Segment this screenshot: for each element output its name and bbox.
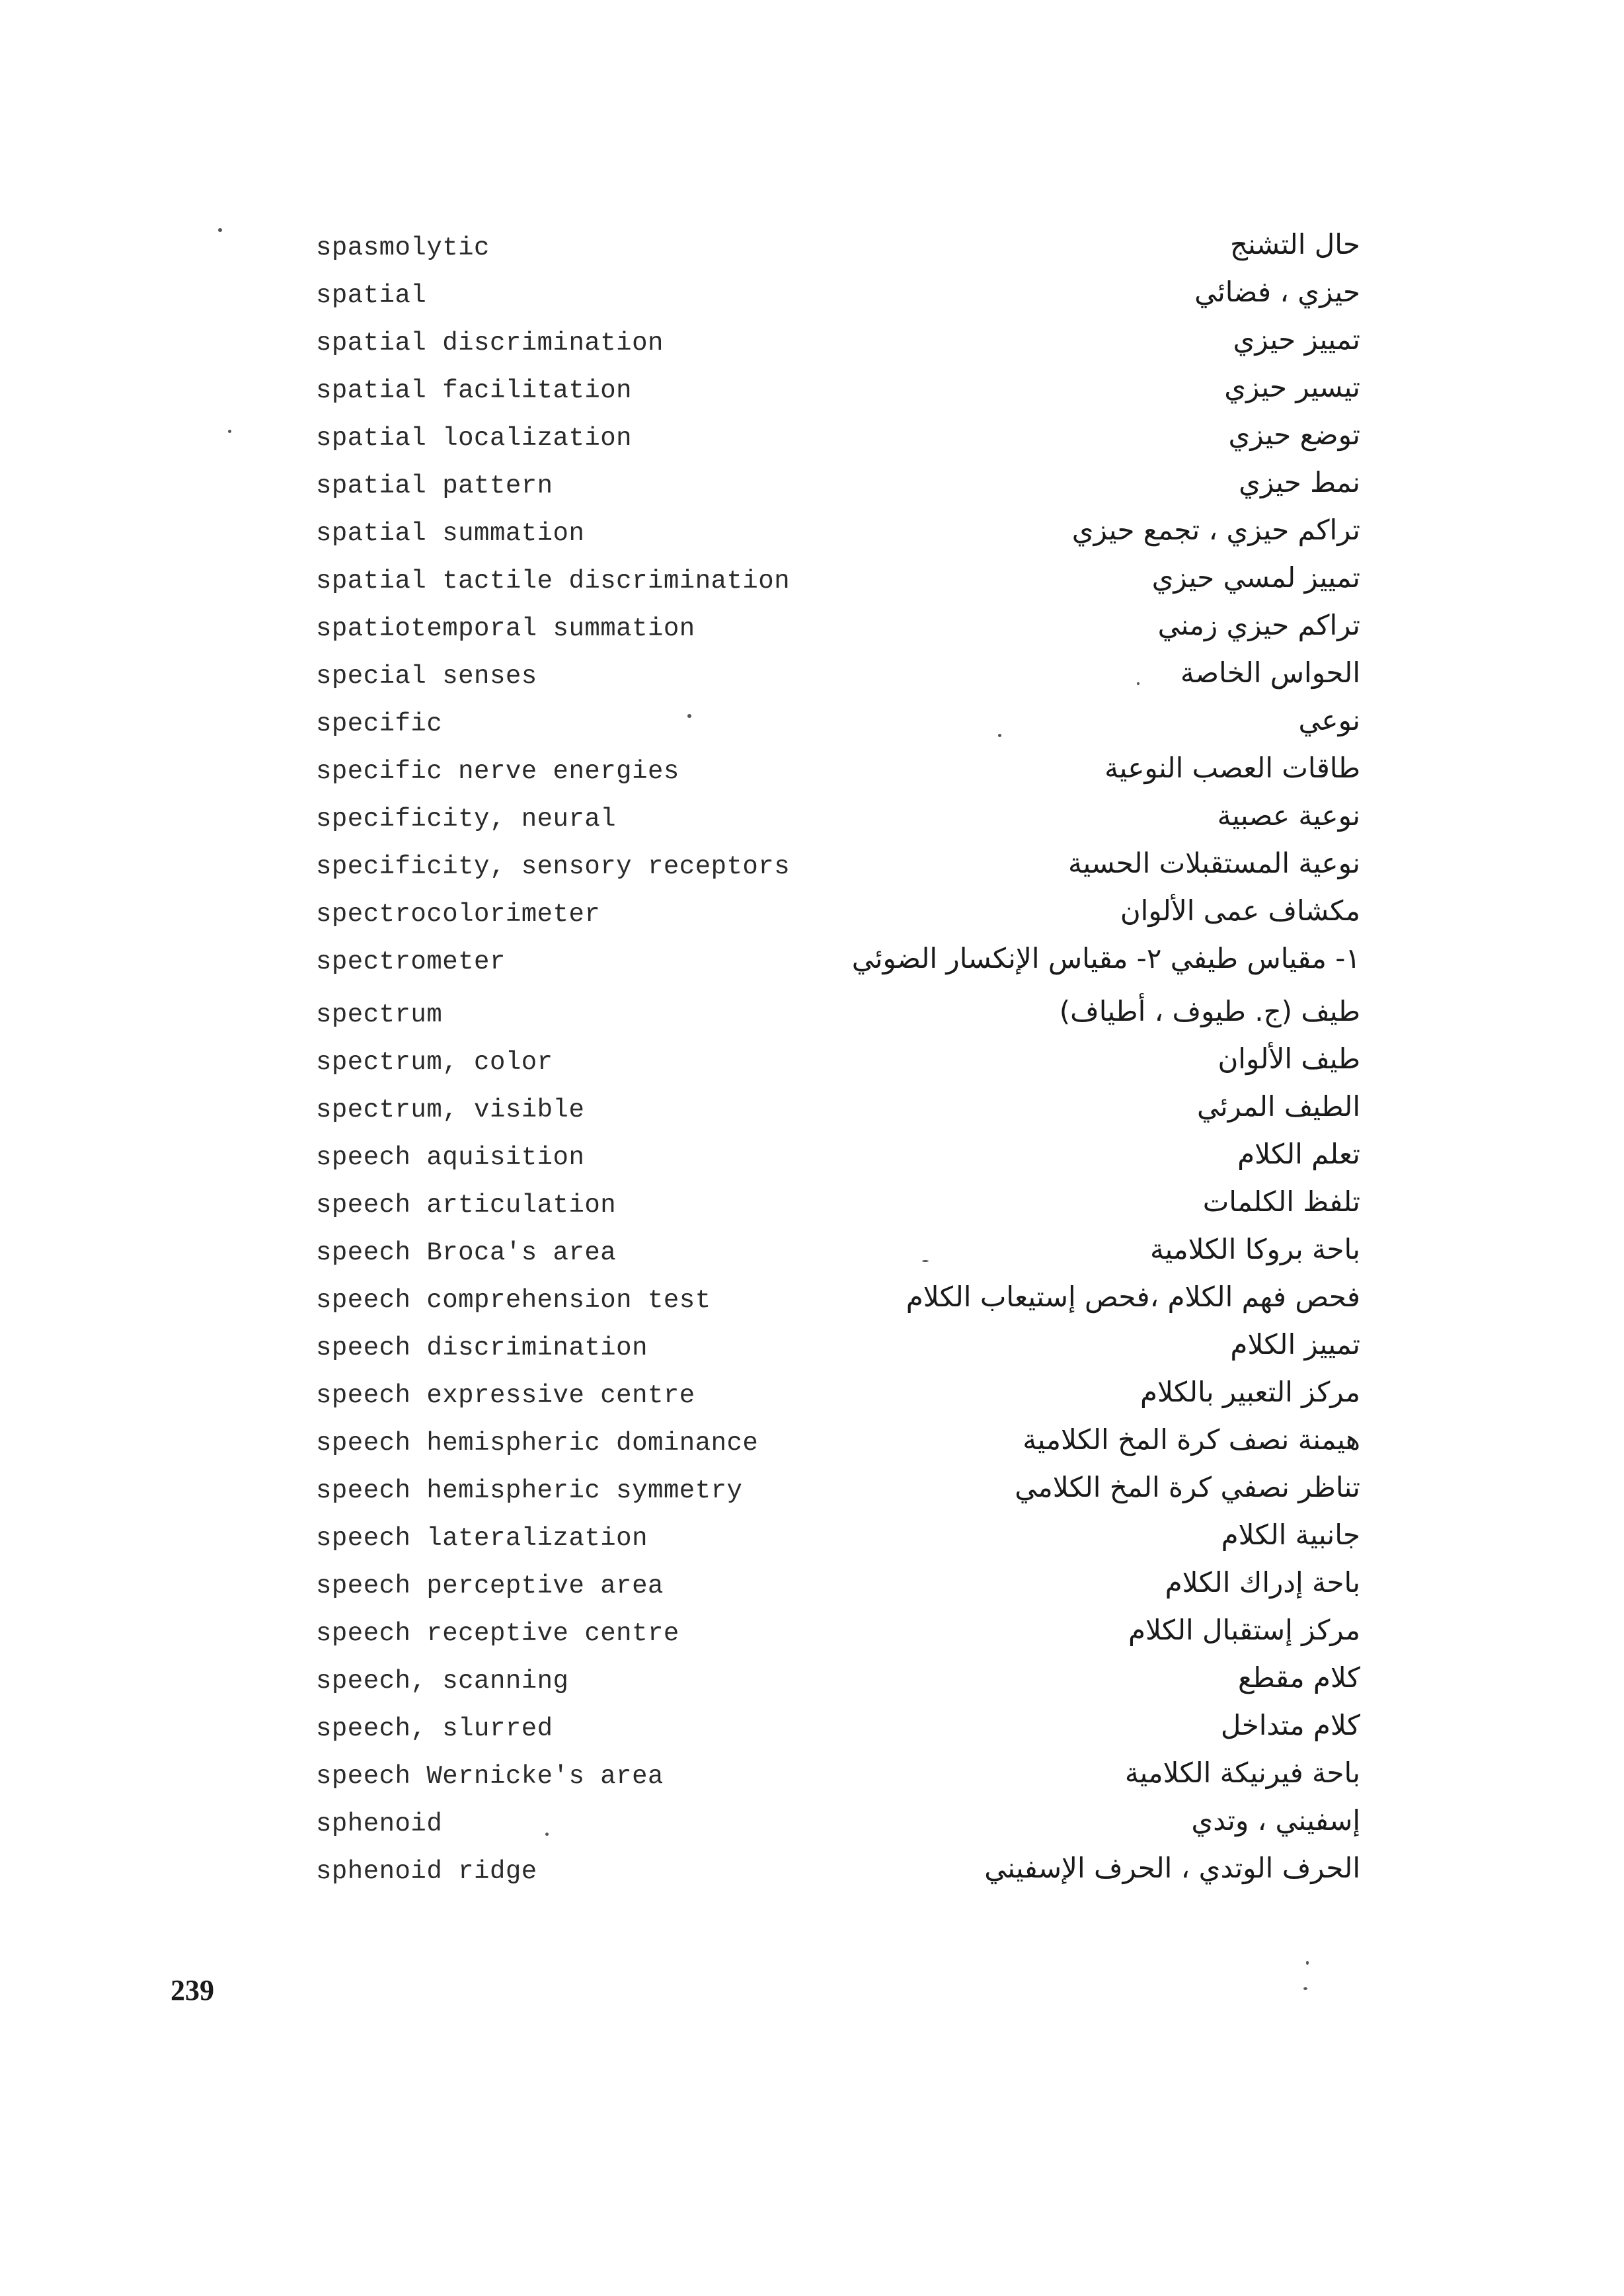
- glossary-entry: [316, 1614, 1360, 1661]
- arabic-translation: تراكم حيزي زمني: [1157, 609, 1360, 641]
- glossary-entry: [316, 323, 1360, 371]
- english-term: speech hemispheric dominance: [316, 1429, 759, 1458]
- scan-speck: [998, 734, 1001, 737]
- arabic-translation: تيسير حيزي: [1224, 371, 1360, 403]
- glossary-entry: [316, 418, 1360, 466]
- english-term: sphenoid: [316, 1809, 443, 1839]
- glossary-entry: [316, 1328, 1360, 1376]
- english-term: spatial discrimination: [316, 329, 664, 358]
- scan-speck: [922, 1260, 929, 1262]
- arabic-translation: الطيف المرئي: [1196, 1090, 1360, 1123]
- english-term: spatial tactile discrimination: [316, 567, 791, 596]
- glossary-entry: [316, 942, 1360, 995]
- glossary-entry: [316, 228, 1360, 276]
- arabic-translation: جانبية الكلام: [1221, 1519, 1360, 1551]
- english-term: spatiotemporal summation: [316, 614, 695, 643]
- glossary-entry: [316, 1709, 1360, 1757]
- glossary-entry: [316, 1661, 1360, 1709]
- english-term: spasmolytic: [316, 233, 490, 262]
- arabic-translation: نمط حيزي: [1239, 466, 1360, 498]
- glossary-entry: [316, 1852, 1360, 1899]
- glossary-list: [316, 228, 1360, 1899]
- arabic-translation: حال التشنج: [1229, 228, 1360, 260]
- arabic-translation: تراكم حيزي ، تجمع حيزي: [1071, 514, 1360, 546]
- scan-speck: [545, 1833, 549, 1836]
- glossary-entry: [316, 1281, 1360, 1328]
- scan-speck: [1137, 682, 1140, 685]
- english-term: speech discrimination: [316, 1333, 648, 1363]
- arabic-translation: تناظر نصفي كرة المخ الكلامي: [1015, 1471, 1360, 1503]
- arabic-translation: ١- مقياس طيفي ٢- مقياس الإنكسار الضوئي: [851, 942, 1360, 974]
- arabic-translation: باحة بروكا الكلامية: [1149, 1233, 1360, 1265]
- arabic-translation: مركز إستقبال الكلام: [1128, 1614, 1360, 1646]
- english-term: speech Broca's area: [316, 1238, 617, 1267]
- glossary-entry: [316, 752, 1360, 799]
- english-term: spectrum, visible: [316, 1095, 585, 1125]
- english-term: spatial: [316, 281, 427, 310]
- english-term: spectrum, color: [316, 1048, 553, 1077]
- arabic-translation: تلفظ الكلمات: [1202, 1185, 1360, 1218]
- english-term: speech, slurred: [316, 1714, 553, 1743]
- glossary-entry: [316, 1185, 1360, 1233]
- arabic-translation: تعلم الكلام: [1237, 1138, 1360, 1170]
- glossary-entry: [316, 1471, 1360, 1519]
- page-number: 239: [171, 1974, 214, 2006]
- arabic-translation: فحص فهم الكلام ،فحص إستيعاب الكلام: [906, 1281, 1360, 1313]
- arabic-translation: نوعي: [1298, 704, 1360, 736]
- glossary-entry: [316, 995, 1360, 1043]
- english-term: specific nerve energies: [316, 757, 679, 786]
- arabic-translation: تمييز الكلام: [1230, 1328, 1360, 1361]
- glossary-entry: [316, 514, 1360, 561]
- english-term: speech perceptive area: [316, 1571, 664, 1601]
- english-term: specificity, neural: [316, 805, 617, 834]
- english-term: spectrum: [316, 1000, 443, 1029]
- english-term: sphenoid ridge: [316, 1857, 537, 1886]
- arabic-translation: طيف الألوان: [1218, 1043, 1360, 1075]
- arabic-translation: إسفيني ، وتدي: [1191, 1804, 1360, 1837]
- arabic-translation: الحواس الخاصة: [1180, 656, 1360, 689]
- scan-speck: [218, 228, 222, 232]
- english-term: speech lateralization: [316, 1524, 648, 1553]
- english-term: speech aquisition: [316, 1143, 585, 1172]
- arabic-translation: تمييز لمسي حيزي: [1151, 561, 1360, 594]
- glossary-entry: [316, 1757, 1360, 1804]
- glossary-entry: [316, 1138, 1360, 1185]
- arabic-translation: مكشاف عمى الألوان: [1120, 894, 1360, 927]
- arabic-translation: باحة فيرنيكة الكلامية: [1124, 1757, 1360, 1789]
- arabic-translation: نوعية المستقبلات الحسية: [1068, 847, 1360, 879]
- arabic-translation: كلام متداخل: [1220, 1709, 1360, 1741]
- glossary-entry: [316, 371, 1360, 418]
- glossary-entry: [316, 1090, 1360, 1138]
- scan-speck: [1303, 1987, 1307, 1990]
- arabic-translation: طاقات العصب النوعية: [1104, 752, 1360, 784]
- english-term: spectrometer: [316, 947, 506, 976]
- glossary-entry: [316, 1519, 1360, 1566]
- arabic-translation: كلام مقطع: [1238, 1661, 1360, 1694]
- arabic-translation: توضع حيزي: [1228, 418, 1360, 451]
- english-term: spatial pattern: [316, 471, 553, 500]
- glossary-entry: [316, 1043, 1360, 1090]
- scan-speck: [1306, 1961, 1309, 1965]
- arabic-translation: هيمنة نصف كرة المخ الكلامية: [1023, 1423, 1360, 1456]
- glossary-entry: [316, 466, 1360, 514]
- english-term: speech Wernicke's area: [316, 1762, 664, 1791]
- glossary-entry: [316, 799, 1360, 847]
- arabic-translation: حيزي ، فضائي: [1194, 276, 1360, 308]
- english-term: speech comprehension test: [316, 1286, 711, 1315]
- english-term: specificity, sensory receptors: [316, 852, 791, 881]
- english-term: special senses: [316, 662, 537, 691]
- glossary-entry: [316, 561, 1360, 609]
- glossary-entry: [316, 1423, 1360, 1471]
- english-term: speech, scanning: [316, 1667, 569, 1696]
- scan-speck: [687, 714, 691, 718]
- glossary-entry: [316, 847, 1360, 894]
- glossary-entry: [316, 609, 1360, 656]
- glossary-entry: [316, 1566, 1360, 1614]
- glossary-entry: [316, 1233, 1360, 1281]
- english-term: speech hemispheric symmetry: [316, 1476, 743, 1505]
- glossary-entry: [316, 276, 1360, 323]
- scan-speck: [228, 430, 231, 433]
- english-term: spatial localization: [316, 424, 633, 453]
- english-term: speech receptive centre: [316, 1619, 679, 1648]
- arabic-translation: باحة إدراك الكلام: [1165, 1566, 1360, 1599]
- english-term: specific: [316, 709, 443, 738]
- english-term: spectrocolorimeter: [316, 900, 601, 929]
- glossary-entry: [316, 1376, 1360, 1423]
- glossary-entry: [316, 704, 1360, 752]
- arabic-translation: تمييز حيزي: [1233, 323, 1360, 356]
- english-term: speech expressive centre: [316, 1381, 695, 1410]
- arabic-translation: مركز التعبير بالكلام: [1140, 1376, 1360, 1408]
- arabic-translation: نوعية عصبية: [1217, 799, 1360, 832]
- glossary-entry: [316, 894, 1360, 942]
- glossary-entry: [316, 1804, 1360, 1852]
- english-term: spatial summation: [316, 519, 585, 548]
- arabic-translation: طيف (ج. طيوف ، أطياف): [1059, 995, 1360, 1027]
- english-term: speech articulation: [316, 1191, 617, 1220]
- arabic-translation: الحرف الوتدي ، الحرف الإسفيني: [984, 1852, 1360, 1884]
- english-term: spatial facilitation: [316, 376, 633, 405]
- glossary-entry: [316, 656, 1360, 704]
